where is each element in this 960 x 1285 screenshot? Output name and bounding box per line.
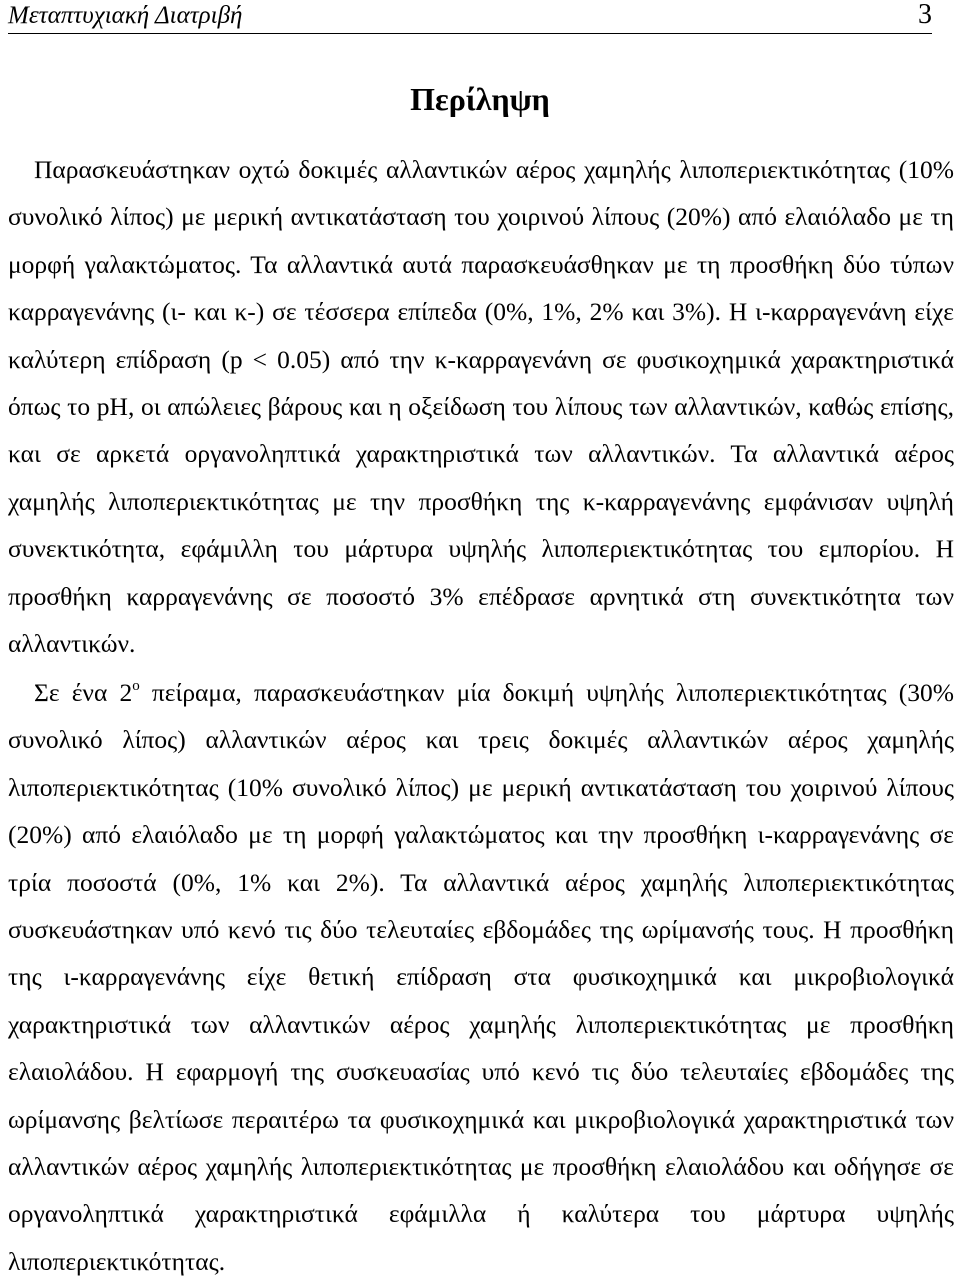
paragraph-2-body: πείραμα, παρασκευάστηκαν μία δοκιμή υψηλής λιποπεριεκτικότητας (30% συνολικό λίπος) αλλαντικών αέρος και τρεις δοκιμές αλλαντικών αέρος χαμηλής λιποπεριεκτικότητας (10% συνολικό λίπος) με μερική αντικατάσταση του χοιρινού λίπους (20%) από ελαιόλαδο με τη μορφή γαλακτώματος και την προσθήκη ι-καρραγενάνης σε τρία ποσοστά (0%, 1% και 2%). Τα αλλαντικά αέρος χαμηλής λιποπεριεκτικότητας συσκευάστηκαν υπό κενό τις δύο τελευταίες εβδομάδες της ωρίμανσής τους. Η προσθήκη της ι-καρραγενάνης είχε θετική επίδραση στα φυσικοχημικά και μικροβιολογικά χαρακτηριστικά των αλλαντικών αέρος χαμηλής λιποπεριεκτικότητας με προσθήκη ελαιολάδου. Η εφαρμογή της συσκευασίας υπό κενό τις δύο τελευταίες εβδομάδες της ωρίμανσης βελτίωσε περαιτέρω τα φυσικοχημικά και μικροβιολογικά χαρακτηριστικά των αλλαντικών αέρος χαμηλής λιποπεριεκτικότητας με προσθήκη ελαιολάδου και οδήγησε σε οργανοληπτικά χαρακτηριστικά εφάμιλλα ή καλύτερα του μάρτυρα υψηλής λιποπεριεκτικότητας. (8, 678, 954, 1276)
abstract-paragraph-1: Παρασκευάστηκαν οχτώ δοκιμές αλλαντικών αέρος χαμηλής λιποπεριεκτικότητας (10% συνολικό λίπος) με μερική αντικατάσταση του χοιρινού λίπους (20%) από ελαιόλαδο με τη μορφή γαλακτώματος. Τα αλλαντικά αυτά παρασκευάσθηκαν με τη προσθήκη δύο τύπων καρραγενάνης (ι- και κ-) σε τέσσερα επίπεδα (0%, 1%, 2% και 3%). Η ι-καρραγενάνη είχε καλύτερη επίδραση (p < 0.05) από την κ-καρραγενάνη σε φυσικοχημικά χαρακτηριστικά όπως το pH, οι απώλειες βάρους και η οξείδωση του λίπους των αλλαντικών, καθώς επίσης, και σε αρκετά οργανοληπτικά χαρακτηριστικά των αλλαντικών. Τα αλλαντικά αέρος χαμηλής λιποπεριεκτικότητας με την προσθήκη της κ-καρραγενάνης εμφάνισαν υψηλή συνεκτικότητα, εφάμιλλη του μάρτυρα υψηλής λιποπεριεκτικότητας του εμπορίου. Η προσθήκη καρραγενάνης σε ποσοστό 3% επέδρασε αρνητικά στη συνεκτικότητα των αλλαντικών. (8, 155, 954, 659)
header-title: Μεταπτυχιακή Διατριβή (8, 2, 243, 29)
abstract-paragraph-2 (8, 669, 954, 1285)
page-number: 3 (918, 0, 932, 30)
section-heading: Περίληψη (410, 81, 550, 117)
paragraph-2-lead: Σε ένα 2 (34, 678, 133, 707)
running-header (8, 0, 932, 34)
ordinal-superscript: ο (132, 678, 140, 694)
header-rule (8, 33, 932, 34)
